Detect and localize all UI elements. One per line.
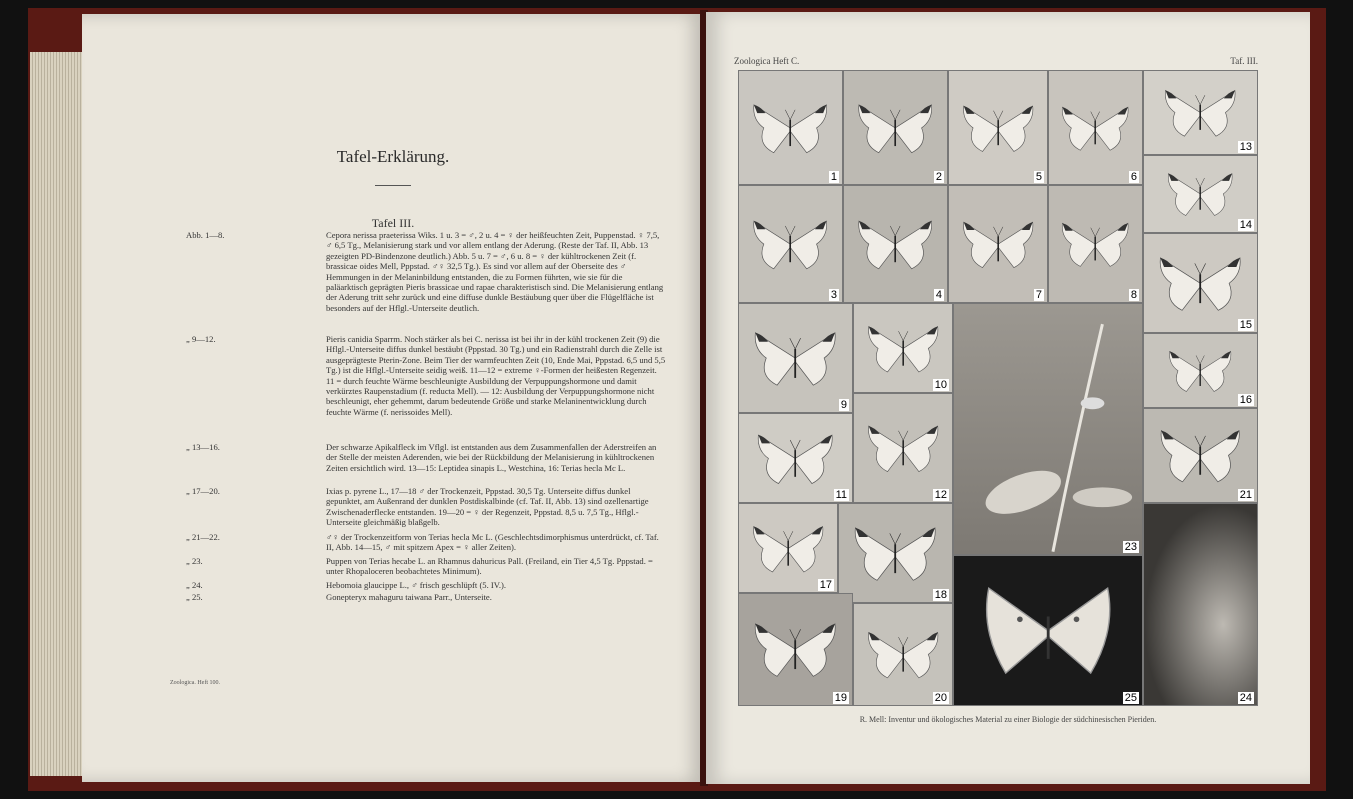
- figure-number: 1: [830, 171, 837, 183]
- butterfly-icon: [750, 317, 840, 399]
- butterfly-icon: [1155, 343, 1245, 398]
- butterfly-icon: [854, 200, 936, 288]
- butterfly-icon: [959, 85, 1037, 171]
- entry-label: „ 24.: [186, 580, 203, 590]
- plate-figure-19: [738, 593, 853, 706]
- figure-number: 24: [1239, 692, 1252, 704]
- entry-text: ♂♀ der Trockenzeitform von Terias hecla Mc L. (Geschlechtsdimorphismus unterdrückt, cf. Taf. II, Abb. 14—15, ♂ mit spitzem Apex = ♀ aller Zeiten).: [326, 532, 659, 553]
- plate-figure-25: [953, 555, 1143, 706]
- plate-figure-2: [843, 70, 948, 185]
- figure-number: 16: [1239, 394, 1252, 406]
- butterfly-icon: [750, 425, 840, 492]
- butterfly-icon: [1155, 420, 1245, 491]
- butterfly-icon: [850, 516, 940, 590]
- figure-number: 9: [840, 399, 847, 411]
- left-page: [82, 14, 704, 782]
- plate-figure-16: [1143, 333, 1258, 408]
- figure-number: 23: [1124, 541, 1137, 553]
- butterfly-icon: [749, 85, 831, 171]
- figure-number: 11: [835, 489, 847, 501]
- butterfly-icon: [749, 515, 827, 582]
- plant-branch-icon: [954, 304, 1142, 554]
- plate-figure-10: [853, 303, 953, 393]
- figure-number: 25: [1124, 692, 1137, 704]
- butterfly-icon: [1155, 165, 1245, 223]
- page-title: Tafel-Erklärung.: [336, 147, 450, 166]
- page-footer: Zoologica. Heft 100.: [170, 680, 220, 686]
- figure-number: 2: [935, 171, 942, 183]
- entry-label: „ 17—20.: [186, 486, 220, 496]
- plate-figure-8: [1048, 185, 1143, 303]
- butterfly-icon: [864, 315, 942, 382]
- title-rule: [375, 185, 411, 186]
- page-stack: [30, 52, 90, 776]
- figure-number: 5: [1035, 171, 1042, 183]
- figure-number: 15: [1239, 319, 1252, 331]
- figure-number: 6: [1130, 171, 1137, 183]
- figure-number: 19: [834, 692, 847, 704]
- figure-number: 13: [1239, 141, 1252, 153]
- figure-number: 21: [1239, 489, 1252, 501]
- figure-number: 10: [934, 379, 947, 391]
- butterfly-icon: [1058, 85, 1132, 171]
- plate-figure-11: [738, 413, 853, 503]
- plate-figure-18: [838, 503, 953, 603]
- plate-figure-4: [843, 185, 948, 303]
- entry-label: Abb. 1—8.: [186, 230, 225, 240]
- butterfly-icon: [854, 85, 936, 171]
- butterfly-icon: [864, 616, 942, 693]
- butterfly-icon: [749, 200, 831, 288]
- entry-label: „ 21—22.: [186, 532, 220, 542]
- butterfly-icon: [973, 574, 1123, 687]
- entry-text: Cepora nerissa praeterissa Wiks. 1 u. 3 = ♂, 2 u. 4 = ♀ der heißfeuchten Zeit, Puppenstad. ♀ 7,5, ♂ 6,5 Tg., Melanisierung stark und vor allem entlang der Aderung. (Reste der Taf. II, Abb. 13 gezeigten PD-Bindenzone deutlich.) Abb. 5 u. 7 = ♂, 6 u. 8 = ♀ der kühltrockenen Zeit (f. brassicae oides Mell, Pppstad. ♂♀ 32,5 Tg.). Es sind vor allem auf der Oberseite des ♂ Hemmungen in der Melaninbildung entstanden, die zu Formen führten, wie sie für die paläarktisch geprägten Pieris brassicae und rapae charakteristisch sind. Die Melanisierung entlang der Aderung tritt sehr zurück und eine diffuse dunkle Bestäubung quer über die Flügelfläche ist besonders auf der Hflgl.-Unterseite deutlich.: [326, 230, 664, 313]
- entry-text: Ixias p. pyrene L., 17—18 ♂ der Trockenzeit, Pppstad. 30,5 Tg. Unterseite diffus dunkel gepunktet, am Außenrand der dunklen Postdiskalbinde (cf. Taf. II, Abb. 13) sind ozellenartige Zwischenaderflecke entstanden. 19—20 = ♀ der Regenzeit, Pppstad. 8,5 u. 7,5 Tg., Hflgl.-Unterseite gleichmäßig blaßgelb.: [326, 486, 649, 528]
- plate-header: Taf. III.: [1230, 56, 1258, 66]
- journal-header: Zoologica Heft C.: [734, 56, 800, 66]
- entry-label: „ 23.: [186, 556, 203, 566]
- plate-figure-1: [738, 70, 843, 185]
- plate-figure-12: [853, 393, 953, 503]
- figure-number: 18: [934, 589, 947, 601]
- figure-number: 20: [934, 692, 947, 704]
- entry-text: Pieris canidia Sparrm. Noch stärker als bei C. nerissa ist bei ihr in der kühl trockenen Zeit (9) die Hflgl.-Unterseite diffus dunkel bestäubt (Pppstad. 30 Tg.) und ein Radienstrahl durch die Zelle ist ausgeprägteste Pterin-Zone. Beim Tier der warmfeuchten Zeit (10, Ende Mai, Pppstad. 6,5 und 5,5 Tg.) ist die Hflgl.-Unterseite seidig weiß. 11—12 = extreme ♀-Formen der heißesten Regenzeit. 11 = durch feuchte Wärme beschleunigte Ausbildung der Verpuppungshormone und damit verkürztes Raupenstadium (f. reducta Mell). — 12: Ausbildung der Verpuppungshormone nicht beschleunigt, eher gehemmt, darum bedeutende Größe und starke Melaninentwicklung durch feuchte Wärme (f. nerissoides Mell).: [326, 334, 666, 417]
- entry-text: Puppen von Terias hecabe L. an Rhamnus dahuricus Pall. (Freiland, ein Tier 4,5 Tg. Pppstad. = unter Rhopaloceren beobachtetes Minimum).: [326, 556, 653, 577]
- photo-plate: [738, 70, 1258, 706]
- entry-label: „ 9—12.: [186, 334, 216, 344]
- figure-number: 8: [1130, 289, 1137, 301]
- entry-text: Der schwarze Apikalfleck im Vflgl. ist entstanden aus dem Zusammenfallen der Aderstreifen an der Stelle der meisten Aderenden, wie bei der Rückbildung der Melanisierung in kühltrockenen Zeiten ersichtlich wird. 13—15: Leptidea sinapis L., Westchina, 16: Terias hecla Mc L.: [326, 442, 657, 473]
- butterfly-icon: [864, 407, 942, 489]
- plate-figure-20: [853, 603, 953, 706]
- plate-figure-5: [948, 70, 1048, 185]
- figure-number: 14: [1239, 219, 1252, 231]
- butterfly-icon: [1058, 200, 1132, 288]
- plate-figure-13: [1143, 70, 1258, 155]
- figure-number: 12: [934, 489, 947, 501]
- plate-figure-17: [738, 503, 838, 593]
- plate-figure-9: [738, 303, 853, 413]
- plate-subtitle: Tafel III.: [371, 216, 415, 230]
- plate-figure-3: [738, 185, 843, 303]
- butterfly-icon: [750, 607, 840, 691]
- plate-caption: R. Mell: Inventur und ökologisches Material zu einer Biologie der südchinesischen Pieriden.: [859, 715, 1157, 724]
- plate-figure-14: [1143, 155, 1258, 233]
- figure-number: 17: [819, 579, 832, 591]
- entry-text: Hebomoia glaucippe L., ♂ frisch geschlüpft (5. IV.).: [326, 580, 507, 590]
- entry-label: „ 13—16.: [186, 442, 220, 452]
- plate-figure-23: [953, 303, 1143, 555]
- plate-figure-24: [1143, 503, 1258, 706]
- figure-number: 4: [935, 289, 942, 301]
- figure-number: 7: [1035, 289, 1042, 301]
- plate-figure-6: [1048, 70, 1143, 185]
- plate-figure-21: [1143, 408, 1258, 503]
- plate-figure-7: [948, 185, 1048, 303]
- entry-label: „ 25.: [186, 592, 203, 602]
- butterfly-icon: [959, 200, 1037, 288]
- figure-number: 3: [830, 289, 837, 301]
- plate-figure-15: [1143, 233, 1258, 333]
- butterfly-icon: [1155, 81, 1245, 144]
- entry-text: Gonepteryx mahaguru taiwana Parr., Unterseite.: [326, 592, 492, 602]
- butterfly-icon: [1155, 246, 1245, 320]
